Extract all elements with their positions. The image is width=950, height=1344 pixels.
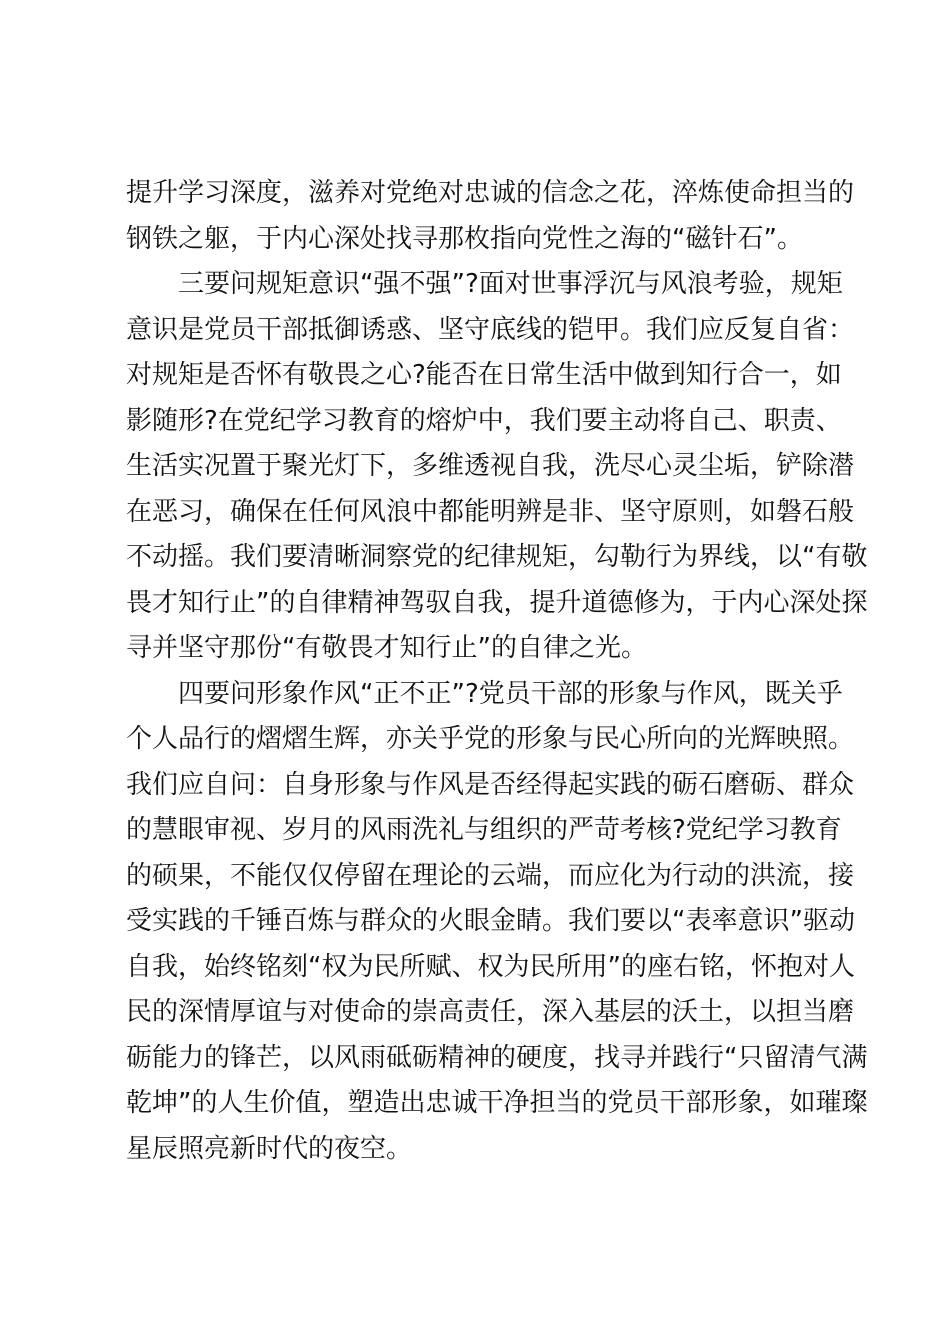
paragraph-3-line-2: 个人品行的熠熠生辉，亦关乎党的形象与民心所向的光辉映照。: [126, 724, 855, 754]
paragraph-3-line-6: 受实践的千锤百炼与群众的火眼金睛。我们要以“表率意识”驱动: [126, 906, 855, 936]
paragraph-3-line-1: 四要问形象作风“正不正”?党员干部的形象与作风，既关乎: [178, 678, 843, 709]
paragraph-3-line-10: 乾坤”的人生价值，塑造出忠诚干净担当的党员干部形象，如璀璨: [126, 1088, 868, 1118]
paragraph-2-line-1: 三要问规矩意识“强不强”?面对世事浮沉与风浪考验，规矩: [178, 269, 843, 299]
paragraph-2-line-3: 对规矩是否怀有敬畏之心?能否在日常生活中做到知行合一，如: [126, 360, 842, 390]
paragraph-3-line-7: 自我，始终铭刻“权为民所赋、权为民所用”的座右铭，怀抱对人: [126, 951, 855, 982]
paragraph-2-line-5: 生活实况置于聚光灯下，多维透视自我，洗尽心灵尘垢，铲除潜: [126, 451, 855, 481]
paragraph-3-line-3: 我们应自问：自身形象与作风是否经得起实践的砺石磨砺、群众: [126, 769, 855, 800]
paragraph-2-line-2: 意识是党员干部抵御诱惑、坚守底线的铠甲。我们应反复自省：: [126, 314, 855, 345]
paragraph-3-line-4: 的慧眼审视、岁月的风雨洗礼与组织的严苛考核?党纪学习教育: [126, 815, 842, 845]
paragraph-2-line-4: 影随形?在党纪学习教育的熔炉中，我们要主动将自己、职责、: [126, 405, 842, 436]
paragraph-3-line-9: 砺能力的锋芒，以风雨砥砺精神的硬度，找寻并践行“只留清气满: [126, 1042, 868, 1073]
paragraph-2-line-7: 不动摇。我们要清晰洞察党的纪律规矩，勾勒行为界线，以“有敬: [126, 542, 868, 572]
paragraph-3-line-11: 星辰照亮新时代的夜空。: [126, 1133, 413, 1164]
paragraph-3-line-5: 的硕果，不能仅仅停留在理论的云端，而应化为行动的洪流，接: [126, 860, 855, 891]
paragraph-2-line-9: 寻并坚守那份“有敬畏才知行止”的自律之光。: [126, 633, 647, 663]
paragraph-2-line-8: 畏才知行止”的自律精神驾驭自我，提升道德修为，于内心深处探: [126, 587, 868, 618]
paragraph-1-line-2: 钢铁之躯，于内心深处找寻那枚指向党性之海的“磁针石”。: [126, 223, 803, 254]
paragraph-2-line-6: 在恶习，确保在任何风浪中都能明辨是非、坚守原则，如磐石般: [126, 496, 855, 527]
paragraph-3-line-8: 民的深情厚谊与对使命的崇高责任，深入基层的沃土，以担当磨: [126, 997, 855, 1027]
body-text: [126, 171, 868, 1172]
paragraph-1-line-1: 提升学习深度，滋养对党绝对忠诚的信念之花，淬炼使命担当的: [126, 178, 855, 208]
